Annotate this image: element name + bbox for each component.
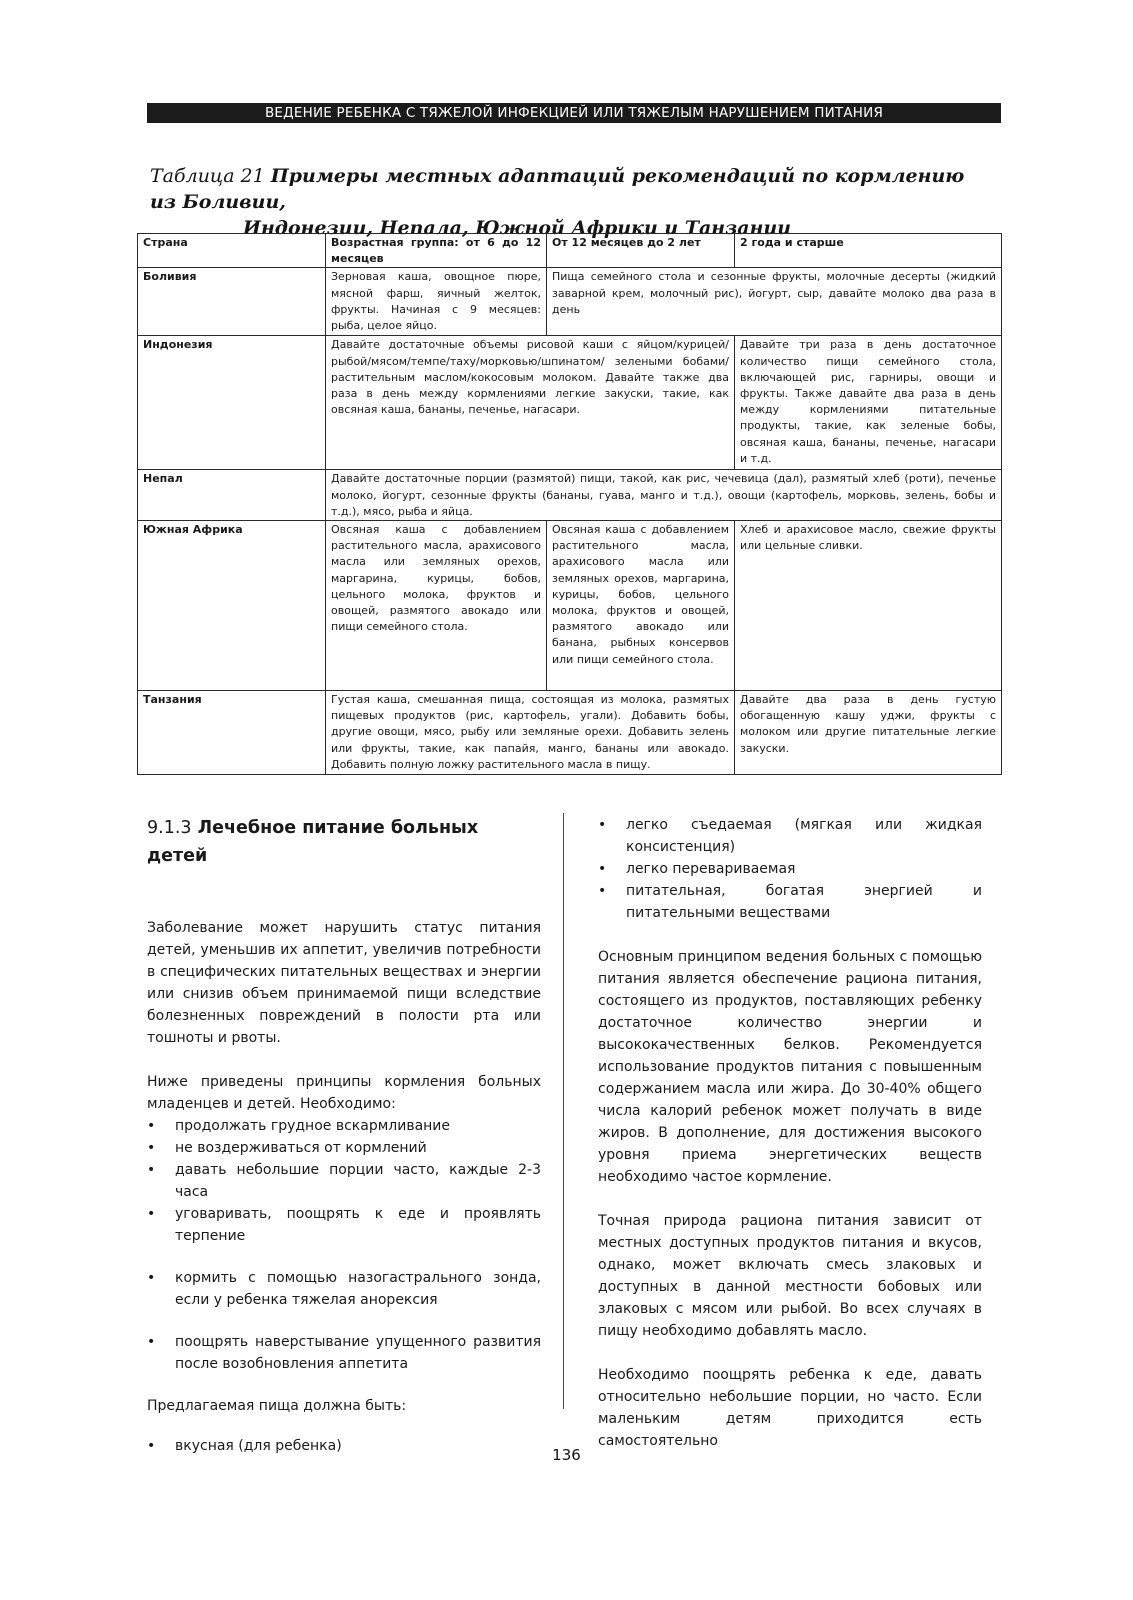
feeding-principles-list <box>147 1115 541 1375</box>
header-age-2-plus: 2 года и старше <box>735 234 1002 268</box>
country-cell: Индонезия <box>138 336 326 470</box>
paragraph-food-intro: Предлагаемая пища должна быть: <box>147 1398 407 1414</box>
food-cell: Давайте достаточные объемы рисовой каши с яйцом/курицей/рыбой/мясом/темпе/таху/морковью/шпинатом/ зелеными бобами/растительным маслом/кокосовым молоком. Давайте также два раза в день между кормлениями легкие закуски, такие, как овсяная каша, бананы, печенье, нагасари. <box>326 336 735 470</box>
header-age-6-12: Возрастная группа: от 6 до 12 месяцев <box>326 234 547 268</box>
food-cell: Овсяная каша с добавлением растительного масла, арахисового масла или земляных орехов, маргарина, курицы, бобов, цельного молока, фруктов и овощей, размятого авокадо или банана, рыбных консервов или пищи семейного стола. <box>547 521 735 691</box>
country-cell: Танзания <box>138 691 326 775</box>
list-item: • легко перевариваемая <box>598 858 982 880</box>
paragraph-diet-nature: Точная природа рациона питания зависит от местных доступных продуктов питания и вкусов, однако, может включать смесь злаковых и доступных в данной местности бобовых или злаковых с мясом или рыбой. Во всех случаях в пищу необходимо добавлять масло. <box>598 1213 982 1339</box>
list-item: • уговаривать, поощрять к еде и проявлять терпение <box>147 1203 541 1247</box>
feeding-recommendations-table <box>137 233 1002 775</box>
table-header-row <box>138 234 1002 268</box>
food-cell: Зерновая каша, овощное пюре, мясной фарш, яичный желток, фрукты. Начиная с 9 месяцев: рыба, целое яйцо. <box>326 268 547 336</box>
table-row <box>138 268 1002 336</box>
food-qualities-list-continued <box>598 814 982 924</box>
table-caption-title-line1: Примеры местных адаптаций рекомендаций по кормлению из Боливии, <box>150 165 965 213</box>
table-row <box>138 470 1002 521</box>
food-cell: Давайте два раза в день густую обогащенную кашу уджи, фрукты с молоком или другие питательные легкие закуски. <box>735 691 1002 775</box>
page-number: 136 <box>552 1446 581 1464</box>
table-caption-number: Таблица 21 <box>150 165 265 187</box>
list-item: • питательная, богатая энергией и питательными веществами <box>598 880 982 924</box>
paragraph-illness-impact: Заболевание может нарушить статус питания детей, уменьшив их аппетит, увеличив потребности в специфических питательных веществах и энергии или снизив объем принимаемой пищи вследствие болезненных повреждений в полости рта или тошноты и рвоты. <box>147 920 541 1046</box>
list-item: • не воздерживаться от кормлений <box>147 1137 541 1159</box>
food-cell: Хлеб и арахисовое масло, свежие фрукты или цельные сливки. <box>735 521 1002 691</box>
table-row <box>138 336 1002 470</box>
list-item: • поощрять наверстывание упущенного развития после возобновления аппетита <box>147 1331 541 1375</box>
paragraph-principles-intro: Ниже приведены принципы кормления больных младенцев и детей. Необходимо: <box>147 1074 541 1112</box>
food-cell: Давайте три раза в день достаточное количество пищи семейного стола, включающей рис, гарниры, овощи и фрукты. Также давайте два раза в день между кормлениями питательные продукты, такие, как зеленые бобы, овсяная каша, бананы, печенье, нагасари и т.д. <box>735 336 1002 470</box>
left-column <box>147 814 541 1457</box>
paragraph-encourage-eating: Необходимо поощрять ребенка к еде, давать относительно небольшие порции, но часто. Если маленьким детям приходится есть самостоятельно <box>598 1367 982 1449</box>
table-caption <box>150 163 980 241</box>
table-row <box>138 521 1002 691</box>
column-divider <box>563 813 564 1409</box>
list-item: • легко съедаемая (мягкая или жидкая консистенция) <box>598 814 982 858</box>
paragraph-main-principle: Основным принципом ведения больных с помощью питания является обеспечение рациона питания, состоящего из продуктов, поставляющих ребенку достаточное количество энергии и высококачественных белков. Рекомендуется использование продуктов питания с повышенным содержанием масла или жира. До 30-40% общего числа калорий ребенок может получать в виде жиров. В дополнение, для достижения высокого уровня приема энергетических веществ необходимо частое кормление. <box>598 949 982 1185</box>
food-cell: Овсяная каша с добавлением растительного масла, арахисового масла или земляных орехов, маргарина, курицы, бобов, цельного молока, фруктов и овощей, размятого авокадо или пищи семейного стола. <box>326 521 547 691</box>
chapter-banner: ВЕДЕНИЕ РЕБЕНКА С ТЯЖЕЛОЙ ИНФЕКЦИЕЙ ИЛИ ТЯЖЕЛЫМ НАРУШЕНИЕМ ПИТАНИЯ <box>147 103 1001 123</box>
country-cell: Боливия <box>138 268 326 336</box>
food-cell: Пища семейного стола и сезонные фрукты, молочные десерты (жидкий заварной крем, молочный рис), йогурт, сыр, давайте молоко два раза в день <box>547 268 1002 336</box>
country-cell: Непал <box>138 470 326 521</box>
country-cell: Южная Африка <box>138 521 326 691</box>
list-item: • вкусная (для ребенка) <box>147 1435 541 1457</box>
list-item: • давать небольшие порции часто, каждые 2-3 часа <box>147 1159 541 1203</box>
header-country: Страна <box>138 234 326 268</box>
table-caption-title-line2: Индонезии, Непала, Южной Африки и Танзании <box>243 217 792 239</box>
section-heading <box>147 814 541 870</box>
food-cell: Густая каша, смешанная пища, состоящая из молока, размятых пищевых продуктов (рис, картофель, угали). Добавить бобы, другие овощи, мясо, рыбу или земляные орехи. Добавить зелень или фрукты, такие, как папайя, манго, бананы или авокадо. Добавить полную ложку растительного масла в пищу. <box>326 691 735 775</box>
list-item: • кормить с помощью назогастрального зонда, если у ребенка тяжелая анорексия <box>147 1267 541 1311</box>
right-column <box>598 814 982 1452</box>
header-age-12-24: От 12 месяцев до 2 лет <box>547 234 735 268</box>
food-cell: Давайте достаточные порции (размятой) пищи, такой, как рис, чечевица (дал), размятый хлеб (роти), печенье молоко, йогурт, сезонные фрукты (бананы, гуава, манго и т.д.), овощи (картофель, морковь, зелень, бобы и т.д.), мясо, рыба и яйца. <box>326 470 1002 521</box>
table-row <box>138 691 1002 775</box>
list-item: • продолжать грудное вскармливание <box>147 1115 541 1137</box>
section-title: Лечебное питание больных детей <box>147 818 479 866</box>
section-number: 9.1.3 <box>147 818 192 838</box>
